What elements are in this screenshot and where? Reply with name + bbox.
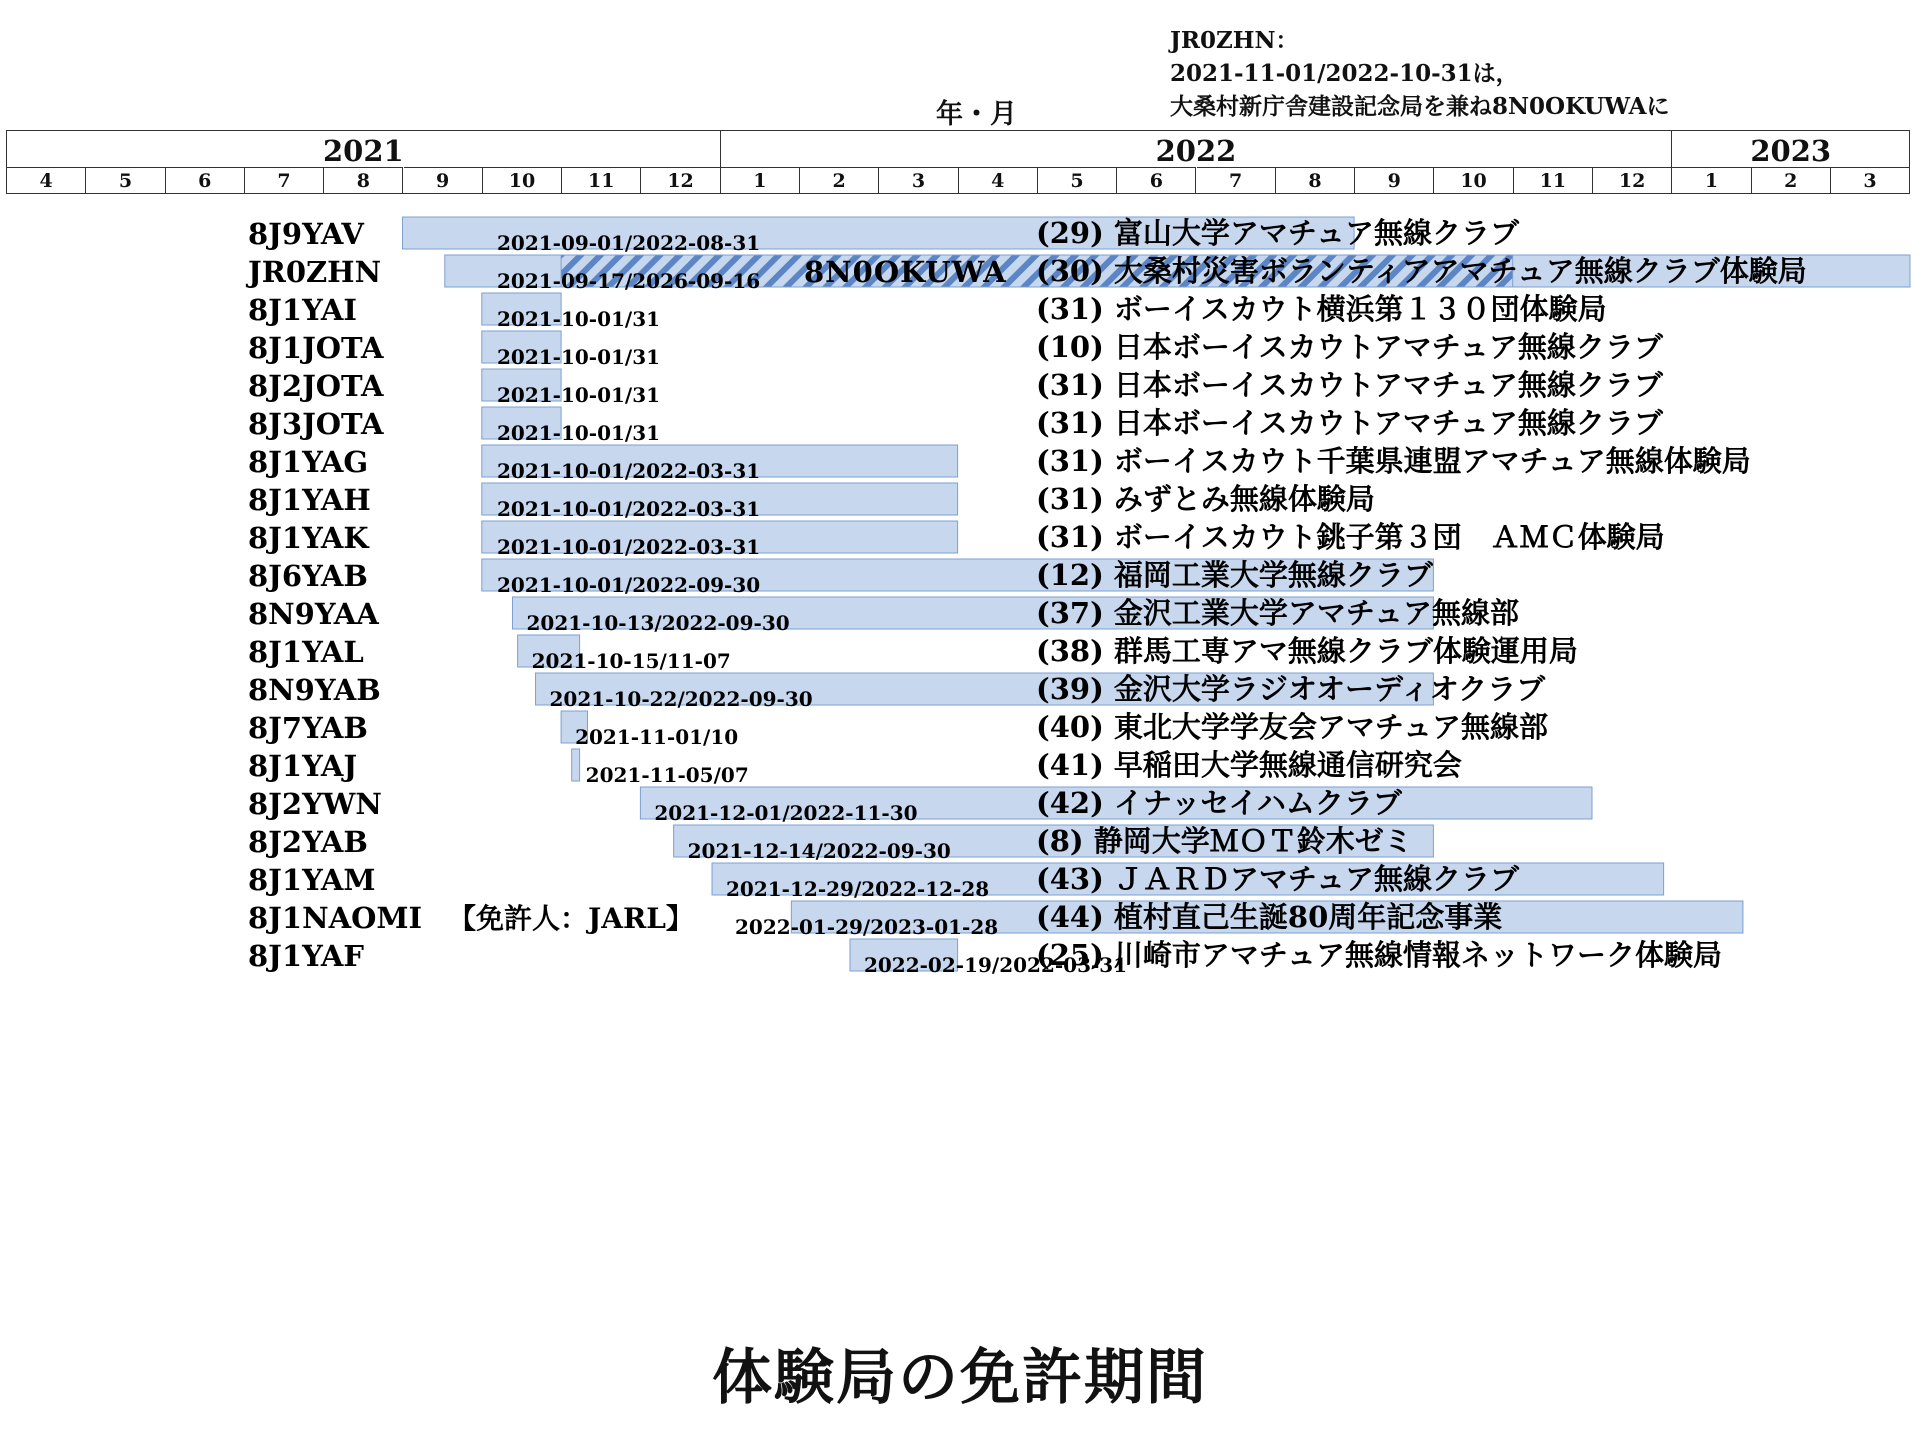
- period-8j2jota: 2021-10-01/31: [497, 383, 661, 407]
- month-2022-11: 11: [1514, 167, 1593, 194]
- year-2021: 2021: [7, 131, 721, 167]
- month-2022-10: 10: [1434, 167, 1513, 194]
- callsign-jr0zhn: JR0ZHN: [248, 255, 382, 289]
- callsign-8j1yah: 8J1YAH: [248, 483, 371, 517]
- period-8n9yaa: 2021-10-13/2022-09-30: [526, 611, 790, 635]
- period-8j2ywn: 2021-12-01/2022-11-30: [654, 801, 918, 825]
- period-8j1yag: 2021-10-01/2022-03-31: [497, 459, 761, 483]
- station-name-8j3jota: (31) 日本ボーイスカウトアマチュア無線クラブ: [1036, 406, 1663, 440]
- period-8j9yav: 2021-09-01/2022-08-31: [497, 231, 761, 255]
- month-2021-4: 4: [7, 167, 86, 194]
- month-2021-5: 5: [86, 167, 165, 194]
- note-line-3: 大桑村新庁舎建設記念局を兼ね8N0OKUWAに: [1170, 93, 1670, 120]
- month-2021-8: 8: [324, 167, 403, 194]
- month-2023-1: 1: [1672, 167, 1751, 194]
- station-name-8j1yag: (31) ボーイスカウト千葉県連盟アマチュア無線体験局: [1036, 444, 1751, 478]
- period-8j7yab: 2021-11-01/10: [575, 725, 739, 749]
- station-name-8j1naomi: (44) 植村直己生誕80周年記念事業: [1036, 900, 1503, 934]
- callsign-8j9yav: 8J9YAV: [248, 217, 364, 251]
- callsign-8j1naomi: 8J1NAOMI: [248, 901, 423, 935]
- callsign-8j1yaf: 8J1YAF: [248, 939, 365, 973]
- month-2022-5: 5: [1038, 167, 1117, 194]
- station-name-jr0zhn: (30) 大桑村災害ボランティアアマチュア無線クラブ体験局: [1036, 254, 1807, 288]
- station-name-8j2jota: (31) 日本ボーイスカウトアマチュア無線クラブ: [1036, 368, 1663, 402]
- note-line-1: JR0ZHN：: [1170, 27, 1299, 54]
- station-name-8n9yaa: (37) 金沢工業大学アマチュア無線部: [1036, 596, 1520, 630]
- station-name-8j1yak: (31) ボーイスカウト銚子第３団 ＡＭＣ体験局: [1036, 520, 1665, 554]
- month-2021-9: 9: [404, 167, 483, 194]
- month-2022-6: 6: [1117, 167, 1196, 194]
- period-8j1naomi: 2022-01-29/2023-01-28: [735, 915, 999, 939]
- callsign-8j1yak: 8J1YAK: [248, 521, 369, 555]
- station-name-8j1yal: (38) 群馬工専アマ無線クラブ体験運用局: [1036, 634, 1578, 668]
- period-8j1yak: 2021-10-01/2022-03-31: [497, 535, 761, 559]
- period-8j3jota: 2021-10-01/31: [497, 421, 661, 445]
- period-jr0zhn: 2021-09-17/2026-09-16: [497, 269, 761, 293]
- station-name-8j1yah: (31) みずとみ無線体験局: [1036, 482, 1375, 516]
- station-name-8j1yaj: (41) 早稲田大学無線通信研究会: [1036, 748, 1462, 782]
- period-8j1yah: 2021-10-01/2022-03-31: [497, 497, 761, 521]
- callsign-8j1yaj: 8J1YAJ: [248, 749, 358, 783]
- station-name-8j2yab: (8) 静岡大学ＭＯＴ鈴木ゼミ: [1036, 824, 1413, 858]
- license-bar-8j1yaj: [572, 749, 580, 781]
- note-line-2: 2021-11-01/2022-10-31は，: [1170, 60, 1519, 87]
- station-name-8j9yav: (29) 富山大学アマチュア無線クラブ: [1036, 216, 1520, 250]
- month-2022-9: 9: [1355, 167, 1434, 194]
- month-2021-11: 11: [562, 167, 641, 194]
- callsign-8j1yal: 8J1YAL: [248, 635, 364, 669]
- callsign-8j3jota: 8J3JOTA: [248, 407, 384, 441]
- period-8j1yal: 2021-10-15/11-07: [531, 649, 731, 673]
- station-name-8j7yab: (40) 東北大学学友会アマチュア無線部: [1036, 710, 1549, 744]
- station-name-8j6yab: (12) 福岡工業大学無線クラブ: [1036, 558, 1433, 592]
- callsign-8j7yab: 8J7YAB: [248, 711, 368, 745]
- station-name-8j1jota: (10) 日本ボーイスカウトアマチュア無線クラブ: [1036, 330, 1663, 364]
- year-2023: 2023: [1672, 131, 1910, 167]
- callsign-8j1yag: 8J1YAG: [248, 445, 369, 479]
- overlay-callsign: 8N0OKUWA: [804, 255, 1007, 289]
- month-2022-4: 4: [959, 167, 1038, 194]
- callsign-8j6yab: 8J6YAB: [248, 559, 368, 593]
- period-8j6yab: 2021-10-01/2022-09-30: [497, 573, 761, 597]
- period-8j1yaf: 2022-02-19/2022-03-31: [863, 953, 1128, 977]
- month-2021-10: 10: [483, 167, 562, 194]
- month-2022-12: 12: [1593, 167, 1672, 194]
- callsign-8j2jota: 8J2JOTA: [248, 369, 384, 403]
- month-2022-3: 3: [879, 167, 958, 194]
- callsign-8j1jota: 8J1JOTA: [248, 331, 384, 365]
- axis-title: 年・月: [936, 99, 1017, 130]
- callsign-8j1yai: 8J1YAI: [248, 293, 357, 327]
- period-8j1yam: 2021-12-29/2022-12-28: [726, 877, 990, 901]
- month-2022-2: 2: [800, 167, 879, 194]
- month-2021-7: 7: [245, 167, 324, 194]
- period-8j2yab: 2021-12-14/2022-09-30: [687, 839, 951, 863]
- year-2022: 2022: [721, 131, 1673, 167]
- licensee-note: 【免許人：JARL】: [448, 902, 694, 935]
- month-2021-6: 6: [166, 167, 245, 194]
- callsign-8j2ywn: 8J2YWN: [248, 787, 382, 821]
- period-8n9yab: 2021-10-22/2022-09-30: [549, 687, 813, 711]
- month-2022-1: 1: [721, 167, 800, 194]
- station-name-8j1yaf: (25) 川崎市アマチュア無線情報ネットワーク体験局: [1036, 938, 1723, 972]
- station-name-8j2ywn: (42) イナッセイハムクラブ: [1036, 786, 1402, 820]
- callsign-8n9yab: 8N9YAB: [248, 673, 381, 707]
- station-name-8j1yai: (31) ボーイスカウト横浜第１３０団体験局: [1036, 292, 1607, 326]
- month-2022-7: 7: [1197, 167, 1276, 194]
- month-2021-12: 12: [641, 167, 720, 194]
- month-2023-3: 3: [1831, 167, 1910, 194]
- month-2022-8: 8: [1276, 167, 1355, 194]
- period-8j1jota: 2021-10-01/31: [497, 345, 661, 369]
- station-name-8n9yab: (39) 金沢大学ラジオオーディオクラブ: [1036, 672, 1546, 706]
- callsign-8j1yam: 8J1YAM: [248, 863, 376, 897]
- station-name-8j1yam: (43) ＪＡＲＤアマチュア無線クラブ: [1036, 862, 1520, 896]
- period-8j1yai: 2021-10-01/31: [497, 307, 661, 331]
- month-2023-2: 2: [1752, 167, 1831, 194]
- callsign-8j2yab: 8J2YAB: [248, 825, 368, 859]
- period-8j1yaj: 2021-11-05/07: [585, 763, 749, 787]
- page-title: 体験局の免許期間: [712, 1343, 1208, 1413]
- callsign-8n9yaa: 8N9YAA: [248, 597, 379, 631]
